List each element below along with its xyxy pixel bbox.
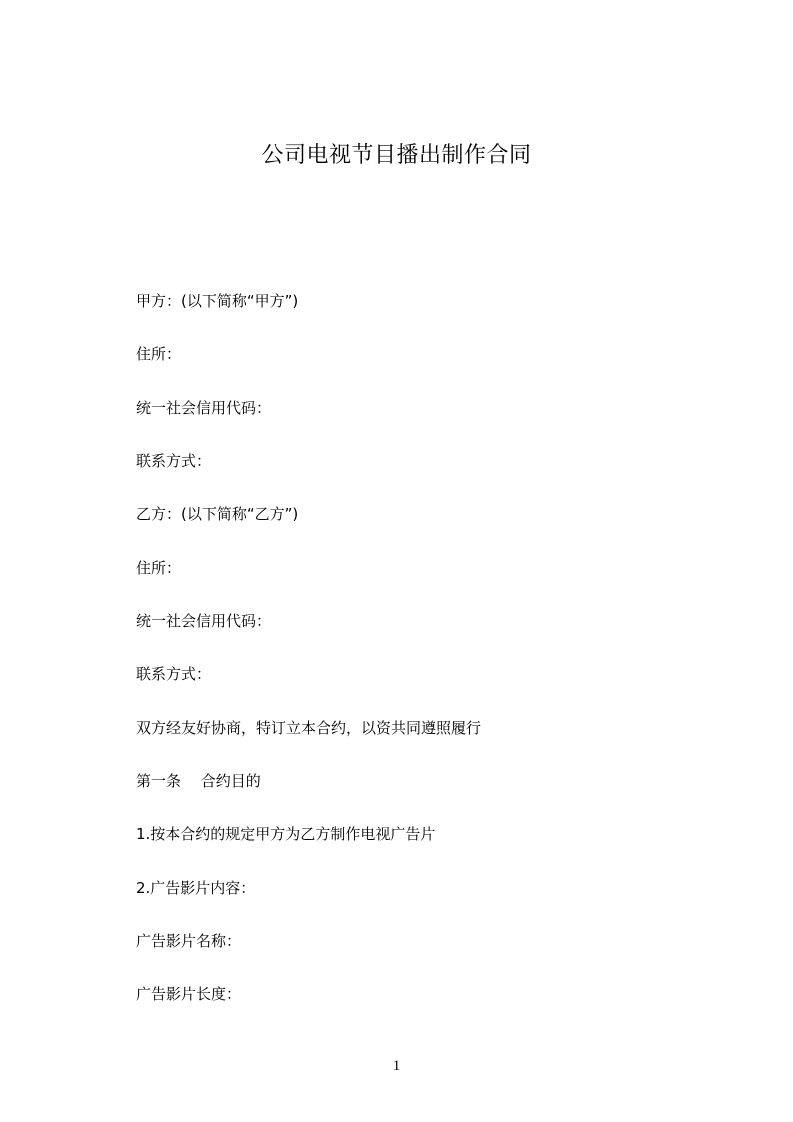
party-a-line: 甲方：(以下简称“甲方”)	[136, 292, 299, 310]
clause-1-line: 1.按本合约的规定甲方为乙方制作电视广告片	[136, 825, 436, 843]
party-a-contact-line: 联系方式：	[136, 452, 212, 470]
clause-2-line: 2.广告影片内容：	[136, 879, 256, 897]
agreement-intro-line: 双方经友好协商，特订立本合约，以资共同遵照履行	[136, 719, 482, 737]
party-b-line: 乙方：(以下简称“乙方”)	[136, 505, 299, 523]
party-b-address-line: 住所：	[136, 559, 182, 577]
article-one-heading: 第一条 合约目的	[136, 772, 261, 790]
party-b-credit-code-line: 统一社会信用代码：	[136, 612, 272, 630]
ad-film-name-line: 广告影片名称：	[136, 932, 242, 950]
document-title: 公司电视节目播出制作合同	[261, 143, 532, 168]
party-a-credit-code-line: 统一社会信用代码：	[136, 399, 272, 417]
party-a-address-line: 住所：	[136, 345, 182, 363]
party-b-contact-line: 联系方式：	[136, 665, 212, 683]
ad-film-length-line: 广告影片长度：	[136, 985, 242, 1003]
page-number: 1	[392, 1058, 401, 1074]
